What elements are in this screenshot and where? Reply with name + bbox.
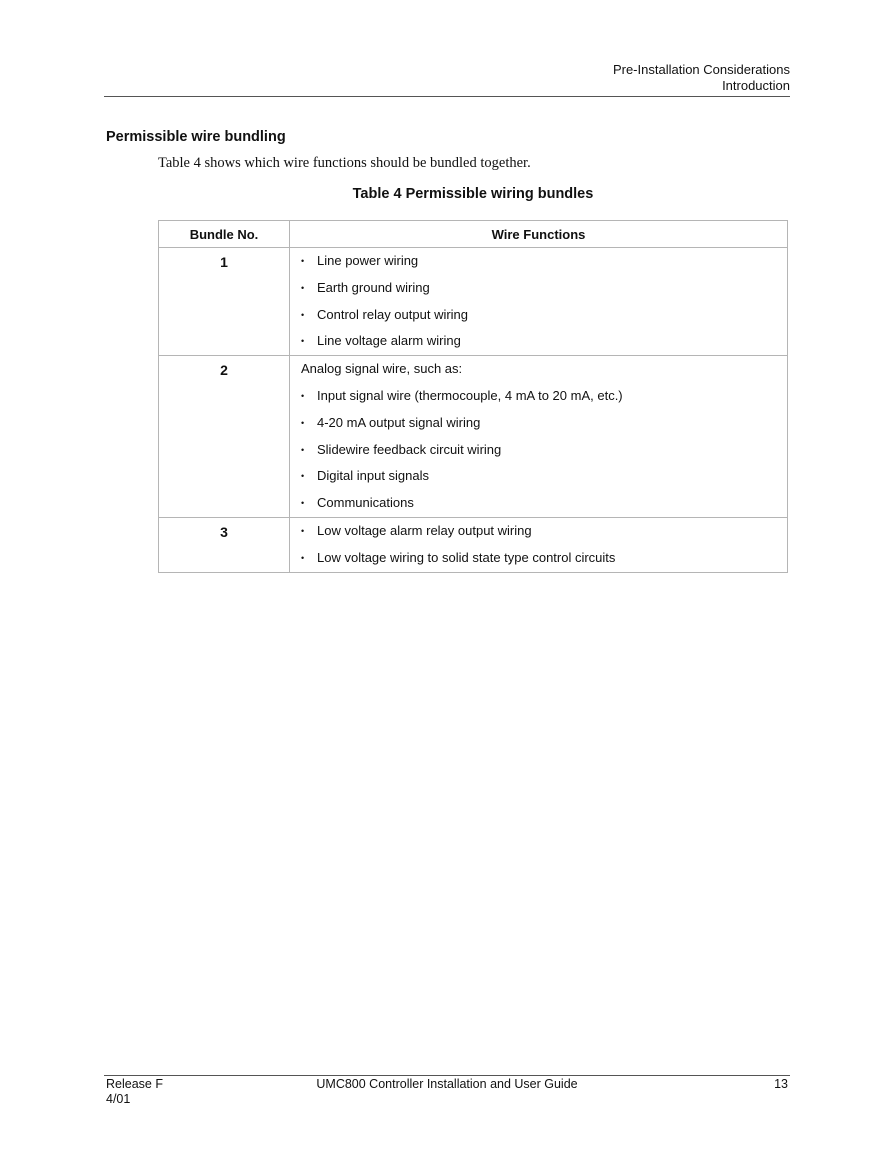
list-item-text: Low voltage wiring to solid state type control circuits <box>317 549 616 565</box>
table-row <box>159 248 788 356</box>
wire-functions-cell <box>290 248 788 356</box>
wire-functions-cell <box>290 517 788 572</box>
list-item-text: 4-20 mA output signal wiring <box>317 414 481 430</box>
header-chapter: Pre-Installation Considerations <box>612 62 790 77</box>
table-header-row <box>159 221 788 248</box>
list-item <box>301 248 787 275</box>
table-row <box>159 517 788 572</box>
footer-release: Release F <box>106 1077 163 1091</box>
list-item-text: Control relay output wiring <box>317 306 469 322</box>
section-heading: Permissible wire bundling <box>106 129 286 145</box>
wire-functions-cell <box>290 356 788 518</box>
list-item <box>301 490 787 517</box>
list-item-text: Low voltage alarm relay output wiring <box>317 522 532 538</box>
bundle-number: 3 <box>159 517 290 572</box>
list-item <box>301 383 787 410</box>
header-bundle-no: Bundle No. <box>159 221 290 248</box>
list-item-text: Input signal wire (thermocouple, 4 mA to 20 mA, etc.) <box>317 387 623 403</box>
list-item-text: Line power wiring <box>317 253 419 268</box>
bullet-icon: • <box>301 525 305 536</box>
bullet-icon: • <box>301 471 305 482</box>
intro-paragraph: Table 4 shows which wire functions should be bundled together. <box>158 155 531 171</box>
footer-page-number: 13 <box>774 1077 788 1091</box>
bullet-icon: • <box>301 444 305 455</box>
bullet-icon: • <box>301 309 305 320</box>
list-lead-text: Analog signal wire, such as: <box>301 361 463 377</box>
list-item <box>301 545 787 572</box>
table-caption: Table 4 Permissible wiring bundles <box>352 186 594 202</box>
bullet-icon: • <box>301 417 305 428</box>
header-section: Introduction <box>722 78 790 93</box>
bundle-number: 1 <box>159 248 290 356</box>
page-header <box>104 62 790 97</box>
list-item <box>301 302 787 329</box>
list-item-text: Digital input signals <box>317 468 430 484</box>
wiring-bundles-table <box>158 220 788 573</box>
bullet-icon: • <box>301 282 305 293</box>
list-item-text: Line voltage alarm wiring <box>317 333 461 349</box>
list-item-text: Earth ground wiring <box>317 279 430 295</box>
list-item <box>301 275 787 302</box>
footer-document-title: UMC800 Controller Installation and User Guide <box>316 1077 578 1091</box>
bundle-number: 2 <box>159 356 290 518</box>
bullet-icon: • <box>301 390 305 401</box>
list-item <box>301 463 787 490</box>
bullet-icon: • <box>301 498 305 509</box>
table-row <box>159 356 788 518</box>
list-item-text: Slidewire feedback circuit wiring <box>317 441 502 457</box>
bullet-icon: • <box>301 256 305 266</box>
list-item <box>301 328 787 355</box>
bullet-icon: • <box>301 552 305 563</box>
header-wire-functions: Wire Functions <box>290 221 788 248</box>
list-item-text: Communications <box>317 495 414 511</box>
list-item <box>301 410 787 437</box>
footer-date: 4/01 <box>106 1092 131 1106</box>
page-footer <box>104 1075 790 1106</box>
list-item <box>301 518 787 545</box>
bullet-icon: • <box>301 336 305 347</box>
list-item <box>301 437 787 464</box>
